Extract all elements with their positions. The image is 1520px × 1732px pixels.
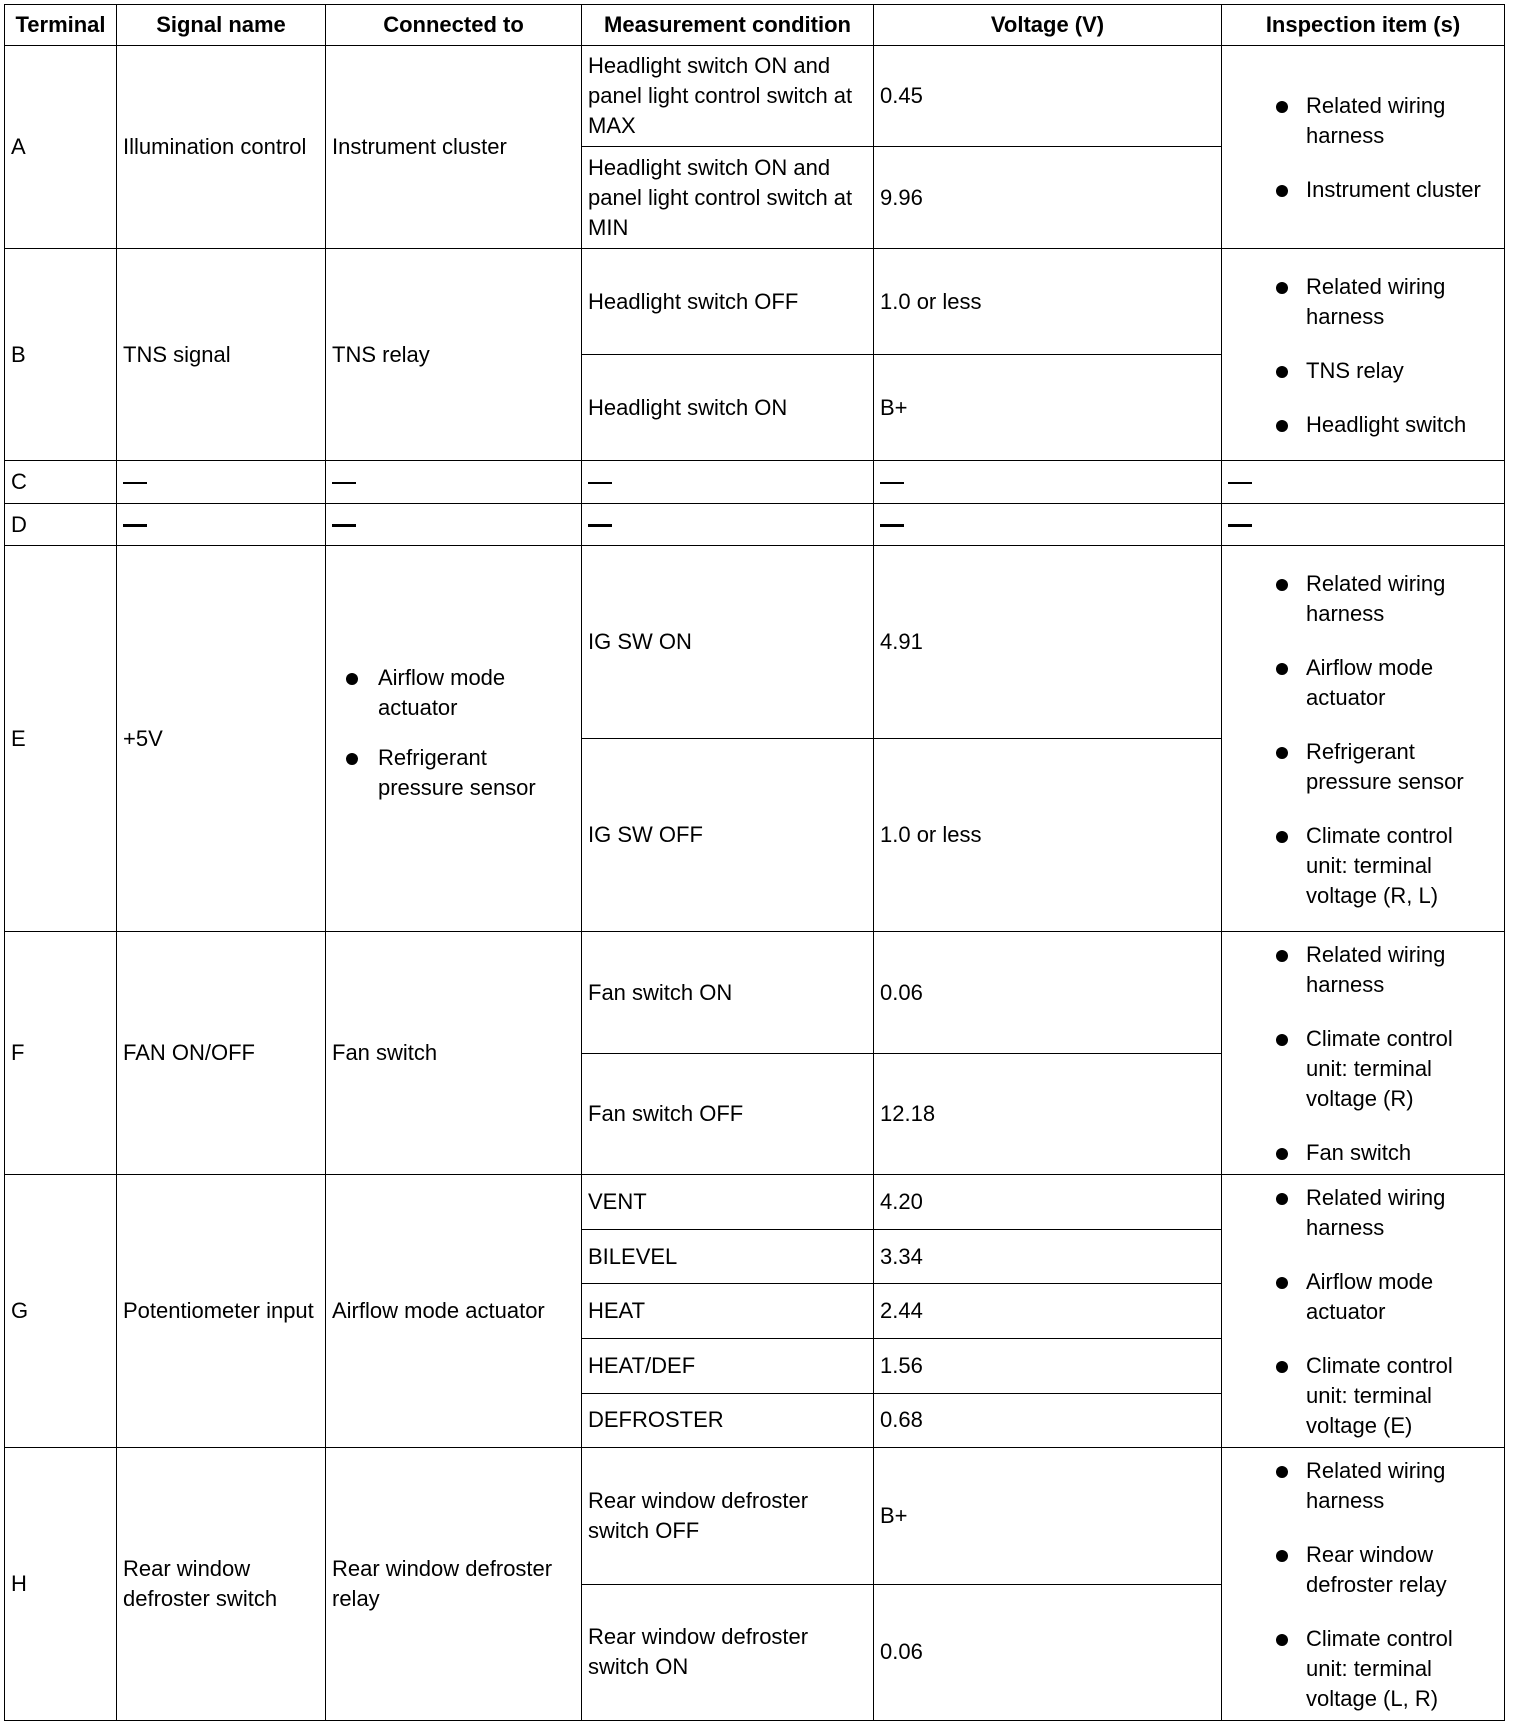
table-row-a [5,46,1505,147]
signal-name-cell: Potentiometer input [117,1175,326,1448]
voltage-cell: 0.06 [874,932,1222,1054]
inspection-items-cell [1222,546,1505,932]
connected-to-cell: Fan switch [326,932,582,1175]
empty-cell [1222,461,1505,504]
terminal-voltage-table-sheet [4,4,1504,1721]
inspection-list [1228,1456,1498,1714]
dash-mark [123,524,147,527]
dash-mark [1228,482,1252,484]
inspection-list [1228,272,1498,440]
voltage-cell: 1.0 or less [874,249,1222,355]
connected-to-item: Airflow mode actuator [332,663,575,723]
empty-cell [326,461,582,504]
condition-cell: Fan switch ON [582,932,874,1054]
dash-mark [880,482,904,484]
condition-cell: Fan switch OFF [582,1054,874,1175]
header-terminal: Terminal [5,5,117,46]
condition-cell: DEFROSTER [582,1393,874,1447]
condition-cell: Headlight switch ON and panel light control switch at MAX [582,46,874,147]
empty-cell [874,461,1222,504]
inspection-item: Related wiring harness [1228,272,1498,332]
table-row-h [5,1448,1505,1585]
inspection-item: Related wiring harness [1228,1456,1498,1516]
terminal-cell: F [5,932,117,1175]
dash-mark [332,524,356,527]
inspection-item: Refrigerant pressure sensor [1228,737,1498,797]
voltage-cell: 0.68 [874,1393,1222,1447]
inspection-item: Fan switch [1228,1138,1498,1168]
inspection-item: Related wiring harness [1228,569,1498,629]
terminal-cell: E [5,546,117,932]
empty-cell [117,461,326,504]
condition-cell: Headlight switch ON [582,355,874,461]
signal-name-cell: +5V [117,546,326,932]
terminal-cell: H [5,1448,117,1721]
inspection-item: Rear window defroster relay [1228,1540,1498,1600]
inspection-list [1228,91,1498,205]
connected-to-cell [326,546,582,932]
condition-cell: BILEVEL [582,1230,874,1284]
dash-mark [588,482,612,484]
signal-name-cell: TNS signal [117,249,326,461]
voltage-cell: 4.91 [874,546,1222,739]
voltage-cell: 4.20 [874,1175,1222,1230]
header-row [5,5,1505,46]
inspection-items-cell [1222,932,1505,1175]
connected-to-cell: Rear window defroster relay [326,1448,582,1721]
inspection-item: Climate control unit: terminal voltage (R) [1228,1024,1498,1114]
inspection-item: Instrument cluster [1228,175,1498,205]
voltage-cell: 3.34 [874,1230,1222,1284]
table-row-d [5,504,1505,546]
inspection-item: TNS relay [1228,356,1498,386]
inspection-items-cell [1222,46,1505,249]
condition-cell: Headlight switch ON and panel light control switch at MIN [582,147,874,249]
signal-name-cell: FAN ON/OFF [117,932,326,1175]
dash-mark [123,482,147,484]
inspection-items-cell [1222,1175,1505,1448]
voltage-cell: 1.56 [874,1338,1222,1393]
table-row-c [5,461,1505,504]
inspection-item: Headlight switch [1228,410,1498,440]
voltage-cell: 9.96 [874,147,1222,249]
inspection-item: Climate control unit: terminal voltage (L, R) [1228,1624,1498,1714]
signal-name-cell: Illumination control [117,46,326,249]
terminal-cell: D [5,504,117,546]
voltage-cell: 0.45 [874,46,1222,147]
condition-cell: HEAT/DEF [582,1338,874,1393]
connected-to-cell: Instrument cluster [326,46,582,249]
connected-to-cell: TNS relay [326,249,582,461]
inspection-list [1228,1183,1498,1441]
empty-cell [582,504,874,546]
header-signal-name: Signal name [117,5,326,46]
empty-cell [1222,504,1505,546]
table-row-b [5,249,1505,355]
inspection-list [1228,569,1498,911]
header-connected-to: Connected to [326,5,582,46]
dash-mark [1228,524,1252,527]
condition-cell: Headlight switch OFF [582,249,874,355]
header-measurement-condition: Measurement condition [582,5,874,46]
terminal-cell: B [5,249,117,461]
inspection-item: Climate control unit: terminal voltage (E) [1228,1351,1498,1441]
empty-cell [117,504,326,546]
voltage-cell: B+ [874,1448,1222,1585]
inspection-item: Related wiring harness [1228,1183,1498,1243]
condition-cell: Rear window defroster switch ON [582,1584,874,1721]
voltage-cell: 12.18 [874,1054,1222,1175]
terminal-voltage-table [4,4,1505,1721]
inspection-item: Airflow mode actuator [1228,653,1498,713]
dash-mark [880,524,904,527]
dash-mark [332,482,356,484]
table-row-f [5,932,1505,1054]
inspection-item: Airflow mode actuator [1228,1267,1498,1327]
inspection-item: Related wiring harness [1228,940,1498,1000]
condition-cell: IG SW ON [582,546,874,739]
condition-cell: VENT [582,1175,874,1230]
connected-to-cell: Airflow mode actuator [326,1175,582,1448]
inspection-items-cell [1222,249,1505,461]
inspection-items-cell [1222,1448,1505,1721]
terminal-cell: C [5,461,117,504]
inspection-item: Climate control unit: terminal voltage (R, L) [1228,821,1498,911]
terminal-cell: G [5,1175,117,1448]
condition-cell: IG SW OFF [582,739,874,932]
empty-cell [326,504,582,546]
header-voltage: Voltage (V) [874,5,1222,46]
inspection-list [1228,940,1498,1168]
condition-cell: Rear window defroster switch OFF [582,1448,874,1585]
condition-cell: HEAT [582,1284,874,1338]
voltage-cell: B+ [874,355,1222,461]
header-inspection-items: Inspection item (s) [1222,5,1505,46]
table-row-g [5,1175,1505,1230]
signal-name-cell: Rear window defroster switch [117,1448,326,1721]
connected-to-item: Refrigerant pressure sensor [332,743,575,803]
dash-mark [588,524,612,527]
empty-cell [874,504,1222,546]
voltage-cell: 0.06 [874,1584,1222,1721]
table-row-e [5,546,1505,739]
voltage-cell: 1.0 or less [874,739,1222,932]
voltage-cell: 2.44 [874,1284,1222,1338]
empty-cell [582,461,874,504]
terminal-cell: A [5,46,117,249]
inspection-item: Related wiring harness [1228,91,1498,151]
connected-to-list [332,663,575,803]
